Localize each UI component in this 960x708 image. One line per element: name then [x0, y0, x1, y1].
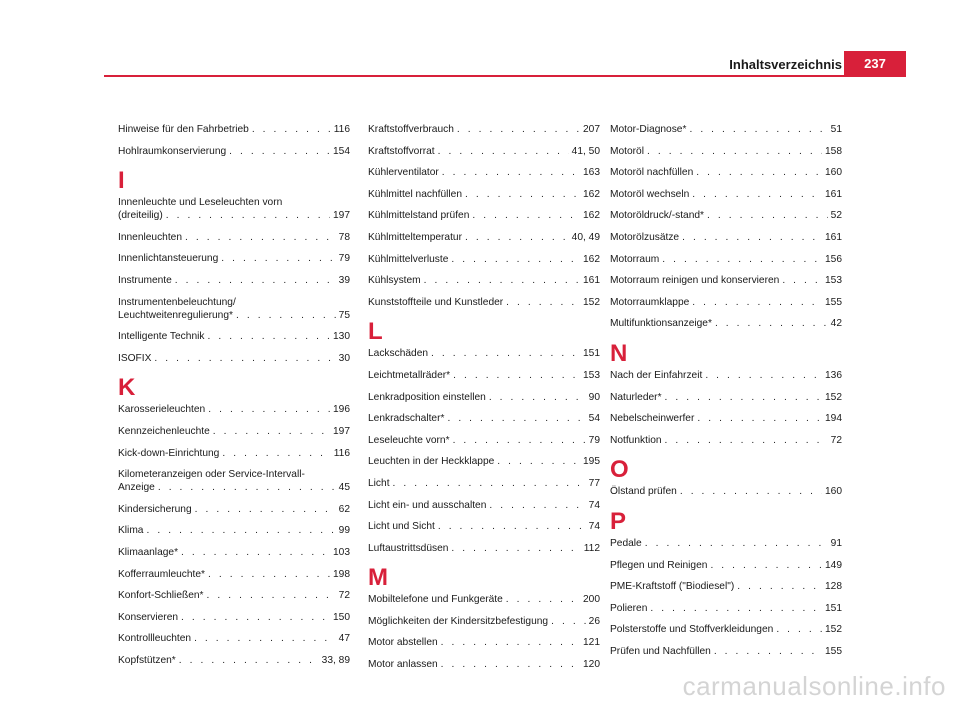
- index-entry-label: Kraftstoffvorrat: [368, 145, 435, 157]
- dot-leader: [229, 145, 330, 158]
- dot-leader: [506, 296, 580, 309]
- index-entry-page: 158: [825, 145, 842, 157]
- index-entry-label: Innenlichtansteuerung: [118, 253, 219, 265]
- index-entry-page: 30: [338, 352, 350, 364]
- index-entry: [610, 123, 842, 136]
- index-entry: [368, 412, 600, 425]
- index-entry-page: 162: [583, 210, 600, 222]
- index-entry-label: Anzeige: [118, 482, 155, 494]
- index-entry-page: 42: [830, 318, 842, 330]
- dot-leader: [393, 477, 586, 490]
- index-entry: [368, 296, 600, 309]
- index-entry-page: 62: [338, 503, 350, 515]
- index-entry-page: 152: [583, 296, 600, 308]
- index-entry-label: Kühlmittelverluste: [368, 253, 449, 265]
- index-entry: [118, 447, 350, 460]
- index-entry-page: 26: [588, 615, 600, 627]
- dot-leader: [465, 188, 580, 201]
- index-entry-label: Licht und Sicht: [368, 521, 435, 533]
- index-entry-label: Intelligente Technik: [118, 331, 205, 343]
- index-entry-page: 39: [338, 274, 350, 286]
- index-entry-page: 197: [333, 425, 350, 437]
- index-entry-page: 155: [825, 296, 842, 308]
- index-entry-page: 163: [583, 167, 600, 179]
- dot-leader: [441, 658, 580, 671]
- dot-leader: [776, 623, 822, 636]
- index-entry-label: Kennzeichenleuchte: [118, 425, 210, 437]
- index-entry-label: Möglichkeiten der Kindersitzbefestigung: [368, 615, 549, 627]
- index-entry-page: 77: [588, 477, 600, 489]
- dot-leader: [207, 589, 336, 602]
- index-entry-label: Mobiltelefone und Funkgeräte: [368, 594, 503, 606]
- index-section-letter: K: [118, 374, 136, 402]
- page-number: 237: [844, 51, 906, 77]
- index-entry: [610, 485, 842, 498]
- dot-leader: [185, 231, 336, 244]
- index-entry: [610, 434, 842, 447]
- dot-leader: [179, 654, 319, 667]
- index-entry: [368, 455, 600, 468]
- index-entry-label: Konfort-Schließen*: [118, 590, 204, 602]
- index-entry-label: Motoröldruck/-stand*: [610, 210, 704, 222]
- index-entry-page: 162: [583, 253, 600, 265]
- index-entry-page: 99: [338, 525, 350, 537]
- index-entry: [610, 559, 842, 572]
- index-entry: [368, 391, 600, 404]
- index-entry-page: 128: [825, 581, 842, 593]
- index-entry-label: Karosserieleuchten: [118, 404, 206, 416]
- dot-leader: [489, 499, 585, 512]
- index-entry-label: Klimaanlage*: [118, 546, 179, 558]
- index-entry-label: Motoröl wechseln: [610, 188, 690, 200]
- index-entry: [368, 593, 600, 606]
- index-entry-label: Prüfen und Nachfüllen: [610, 645, 711, 657]
- index-entry-label: Naturleder*: [610, 391, 662, 403]
- index-entry-page: 52: [830, 210, 842, 222]
- dot-leader: [451, 253, 580, 266]
- dot-leader: [647, 145, 822, 158]
- index-entry-page: 207: [583, 124, 600, 135]
- index-entry-label: Notfunktion: [610, 434, 662, 446]
- index-entry: [118, 568, 350, 581]
- dot-leader: [453, 434, 586, 447]
- index-entry-page: 155: [825, 645, 842, 657]
- index-entry: [610, 253, 842, 266]
- dot-leader: [662, 253, 822, 266]
- index-section-letter: N: [610, 339, 628, 367]
- dot-leader: [650, 602, 822, 615]
- index-entry: [610, 602, 842, 615]
- index-entry-label: Kühlmittelstand prüfen: [368, 210, 470, 222]
- index-entry: [368, 520, 600, 533]
- index-entry-page: 156: [825, 253, 842, 265]
- index-entry-label: Luftaustrittsdüsen: [368, 542, 449, 554]
- index-entry-page: 41, 50: [571, 145, 600, 157]
- dot-leader: [252, 123, 331, 136]
- index-entry-label: Kühlmittel nachfüllen: [368, 188, 463, 200]
- dot-leader: [438, 145, 569, 158]
- index-entry: [118, 468, 350, 494]
- index-entry: [368, 369, 600, 382]
- dot-leader: [707, 209, 828, 222]
- dot-leader: [645, 537, 828, 550]
- dot-leader: [715, 317, 828, 330]
- index-entry: [368, 145, 600, 158]
- index-entry-label: Kopfstützen*: [118, 654, 176, 666]
- index-entry: [368, 188, 600, 201]
- index-entry-label: Polieren: [610, 602, 648, 614]
- index-entry-label: Lackschäden: [368, 348, 429, 360]
- index-entry-label: Nebelscheinwerfer: [610, 413, 695, 425]
- index-entry-label: Kick-down-Einrichtung: [118, 447, 220, 459]
- index-entry-label: Motorraum reinigen und konservieren: [610, 275, 780, 287]
- dot-leader: [551, 615, 586, 628]
- index-entry-label: Motorraum: [610, 253, 660, 265]
- index-entry-page: 161: [825, 231, 842, 243]
- dot-leader: [146, 524, 335, 537]
- index-entry: [118, 425, 350, 438]
- index-entry: [118, 589, 350, 602]
- index-entry: [368, 615, 600, 628]
- index-entry-page: 116: [333, 124, 350, 135]
- index-section-letter: O: [610, 456, 629, 484]
- index-entry: [118, 296, 350, 322]
- dot-leader: [154, 352, 335, 365]
- index-entry-page: 150: [333, 611, 350, 623]
- index-entry-label: Kontrollleuchten: [118, 633, 192, 645]
- index-entry-page: 91: [830, 537, 842, 549]
- index-entry: [368, 347, 600, 360]
- index-entry-page: 152: [825, 624, 842, 636]
- index-entry-page: 130: [333, 331, 350, 343]
- index-entry: [610, 188, 842, 201]
- index-entry-label: Hohlraumkonservierung: [118, 145, 227, 157]
- index-entry: [118, 274, 350, 287]
- index-entry-page: 151: [583, 348, 600, 360]
- dot-leader: [236, 309, 336, 322]
- index-entry-page: 197: [333, 210, 350, 222]
- header-title: Inhaltsverzeichnis: [729, 57, 842, 72]
- dot-leader: [208, 568, 330, 581]
- dot-leader: [207, 330, 330, 343]
- index-entry-label: Instrumente: [118, 274, 172, 286]
- index-section-letter: M: [368, 564, 388, 592]
- index-entry-page: 103: [333, 546, 350, 558]
- index-entry-label: Kühlmitteltemperatur: [368, 231, 462, 243]
- index-entry-page: 161: [825, 188, 842, 200]
- index-entry: [610, 209, 842, 222]
- index-entry-page: 72: [830, 434, 842, 446]
- index-entry-label: Kühlerventilator: [368, 167, 439, 179]
- dot-leader: [506, 593, 580, 606]
- index-entry-label: Konservieren: [118, 611, 179, 623]
- dot-leader: [222, 447, 330, 460]
- dot-leader: [705, 369, 822, 382]
- index-entry-label: Motorraumklappe: [610, 296, 690, 308]
- index-entry-label: Motor abstellen: [368, 637, 438, 649]
- index-entry-page: 149: [825, 559, 842, 571]
- index-entry-label: Kindersicherung: [118, 503, 192, 515]
- index-entry-label: Klima: [118, 525, 144, 537]
- index-entry-page: 116: [333, 447, 350, 459]
- index-entry-page: 152: [825, 391, 842, 403]
- index-entry: [118, 654, 350, 667]
- index-entry-label: Motorölzusätze: [610, 231, 680, 243]
- index-entry: [610, 166, 842, 179]
- index-entry-page: 78: [338, 231, 350, 243]
- dot-leader: [424, 274, 580, 287]
- index-entry-label: Pflegen und Reinigen: [610, 559, 708, 571]
- index-entry-page: 198: [333, 568, 350, 580]
- dot-leader: [442, 166, 580, 179]
- index-entry-page: 194: [825, 413, 842, 425]
- dot-leader: [680, 485, 822, 498]
- index-entry-page: 74: [588, 499, 600, 511]
- dot-leader: [158, 481, 336, 494]
- index-entry: [368, 274, 600, 287]
- index-entry-label: Motor anlassen: [368, 659, 438, 671]
- dot-leader: [195, 503, 336, 516]
- index-entry-page: 51: [830, 124, 842, 135]
- index-entry: [118, 231, 350, 244]
- index-entry-page: 160: [825, 486, 842, 498]
- index-entry: [118, 352, 350, 365]
- dot-leader: [682, 231, 822, 244]
- index-entry: [368, 636, 600, 649]
- index-entry-page: 33, 89: [321, 654, 350, 666]
- index-entry: [118, 524, 350, 537]
- dot-leader: [497, 455, 580, 468]
- index-entry-page: 161: [583, 275, 600, 287]
- dot-leader: [692, 296, 822, 309]
- dot-leader: [431, 347, 580, 360]
- dot-leader: [697, 412, 822, 425]
- index-entry-label: Leseleuchte vorn*: [368, 434, 450, 446]
- index-entry-title: Innenleuchte und Leseleuchten vorn: [118, 197, 283, 209]
- dot-leader: [438, 520, 586, 533]
- index-entry-label: Polsterstoffe und Stoffverkleidungen: [610, 624, 774, 636]
- dot-leader: [166, 209, 330, 222]
- index-entry-label: Kunststoffteile und Kunstleder: [368, 296, 504, 308]
- index-entry-page: 54: [588, 413, 600, 425]
- index-entry: [118, 503, 350, 516]
- dot-leader: [175, 274, 336, 287]
- index-entry: [610, 623, 842, 636]
- index-entry: [610, 274, 842, 287]
- index-section-letter: I: [118, 167, 125, 195]
- index-entry: [118, 611, 350, 624]
- index-entry-label: Leuchtweitenregulierung*: [118, 309, 233, 321]
- index-entry-label: Hinweise für den Fahrbetrieb: [118, 124, 249, 135]
- dot-leader: [181, 546, 330, 559]
- index-entry: [118, 252, 350, 265]
- index-entry: [368, 253, 600, 266]
- dot-leader: [221, 252, 335, 265]
- dot-leader: [472, 209, 580, 222]
- index-entry: [368, 658, 600, 671]
- index-section-letter: P: [610, 507, 627, 535]
- index-entry-label: Innenleuchten: [118, 231, 183, 243]
- index-column-1: [118, 123, 350, 675]
- index-entry: [610, 231, 842, 244]
- index-entry-title: Instrumentenbeleuchtung/: [118, 296, 236, 308]
- dot-leader: [737, 580, 822, 593]
- index-entry-page: 196: [333, 404, 350, 416]
- index-entry: [368, 209, 600, 222]
- dot-leader: [665, 434, 828, 447]
- index-entry: [118, 123, 350, 136]
- index-entry-page: 90: [588, 391, 600, 403]
- index-entry-label: Kraftstoffverbrauch: [368, 124, 454, 135]
- index-entry-page: 153: [825, 275, 842, 287]
- index-entry: [368, 477, 600, 490]
- index-entry-page: 162: [583, 188, 600, 200]
- dot-leader: [181, 611, 330, 624]
- index-entry: [118, 403, 350, 416]
- index-entry: [118, 546, 350, 559]
- dot-leader: [465, 231, 569, 244]
- index-entry-page: 153: [583, 369, 600, 381]
- index-entry-label: Ölstand prüfen: [610, 486, 677, 498]
- index-entry-label: Leuchten in der Heckklappe: [368, 456, 495, 468]
- index-entry-label: Licht ein- und ausschalten: [368, 499, 487, 511]
- dot-leader: [441, 636, 580, 649]
- dot-leader: [782, 274, 822, 287]
- index-entry-page: 136: [825, 369, 842, 381]
- dot-leader: [692, 188, 822, 201]
- dot-leader: [710, 559, 822, 572]
- dot-leader: [453, 369, 580, 382]
- index-entry: [118, 632, 350, 645]
- dot-leader: [451, 542, 580, 555]
- index-entry-page: 72: [338, 590, 350, 602]
- dot-leader: [696, 166, 822, 179]
- index-entry-page: 112: [583, 542, 600, 554]
- index-entry-page: 40, 49: [571, 231, 600, 243]
- index-entry-label: Motoröl nachfüllen: [610, 167, 694, 179]
- index-entry-page: 79: [588, 434, 600, 446]
- dot-leader: [489, 391, 586, 404]
- index-section-letter: L: [368, 318, 383, 346]
- index-entry-page: 47: [338, 633, 350, 645]
- index-entry-label: Kofferraumleuchte*: [118, 568, 206, 580]
- index-entry-label: Kühlsystem: [368, 275, 421, 287]
- index-entry-page: 121: [583, 637, 600, 649]
- dot-leader: [194, 632, 336, 645]
- index-entry-page: 151: [825, 602, 842, 614]
- index-entry-page: 200: [583, 594, 600, 606]
- index-entry-label: PME-Kraftstoff ("Biodiesel"): [610, 581, 735, 593]
- index-column-3: [610, 123, 842, 666]
- dot-leader: [213, 425, 330, 438]
- dot-leader: [457, 123, 580, 136]
- dot-leader: [714, 645, 822, 658]
- index-entry-label: Lenkradposition einstellen: [368, 391, 486, 403]
- index-entry-label: (dreiteilig): [118, 210, 163, 222]
- index-entry: [368, 123, 600, 136]
- index-entry-page: 195: [583, 456, 600, 468]
- index-entry: [118, 330, 350, 343]
- dot-leader: [665, 391, 822, 404]
- index-entry-page: 45: [338, 482, 350, 494]
- index-entry-label: Motoröl: [610, 145, 644, 157]
- index-entry: [118, 196, 350, 222]
- index-entry-page: 154: [333, 145, 350, 157]
- index-column-2: [368, 123, 600, 680]
- index-entry-label: Pedale: [610, 537, 642, 549]
- index-entry: [610, 537, 842, 550]
- index-entry: [368, 231, 600, 244]
- index-entry-page: 74: [588, 521, 600, 533]
- header-rule: [104, 75, 906, 77]
- index-entry: [610, 580, 842, 593]
- dot-leader: [689, 123, 827, 136]
- index-entry: [118, 145, 350, 158]
- index-entry-label: Nach der Einfahrzeit: [610, 369, 703, 381]
- index-entry-page: 160: [825, 167, 842, 179]
- index-entry-title: Kilometeranzeigen oder Service-Intervall-: [118, 469, 305, 481]
- index-entry: [610, 317, 842, 330]
- index-entry-label: Multifunktionsanzeige*: [610, 318, 712, 330]
- watermark: carmanualsonline.info: [682, 671, 946, 701]
- index-entry: [610, 391, 842, 404]
- index-entry: [610, 645, 842, 658]
- index-entry: [368, 166, 600, 179]
- index-entry: [610, 296, 842, 309]
- index-entry-label: ISOFIX: [118, 352, 152, 364]
- index-entry-page: 120: [583, 659, 600, 671]
- index-entry-page: 75: [338, 309, 350, 321]
- dot-leader: [447, 412, 585, 425]
- index-entry: [610, 412, 842, 425]
- index-entry-label: Lenkradschalter*: [368, 413, 445, 425]
- index-entry-page: 79: [338, 253, 350, 265]
- index-entry-label: Licht: [368, 477, 390, 489]
- index-entry: [610, 145, 842, 158]
- index-entry: [368, 499, 600, 512]
- index-entry: [368, 434, 600, 447]
- index-entry-label: Motor-Diagnose*: [610, 124, 687, 135]
- index-entry: [610, 369, 842, 382]
- index-entry-label: Leichtmetallräder*: [368, 369, 451, 381]
- dot-leader: [208, 403, 330, 416]
- index-entry: [368, 542, 600, 555]
